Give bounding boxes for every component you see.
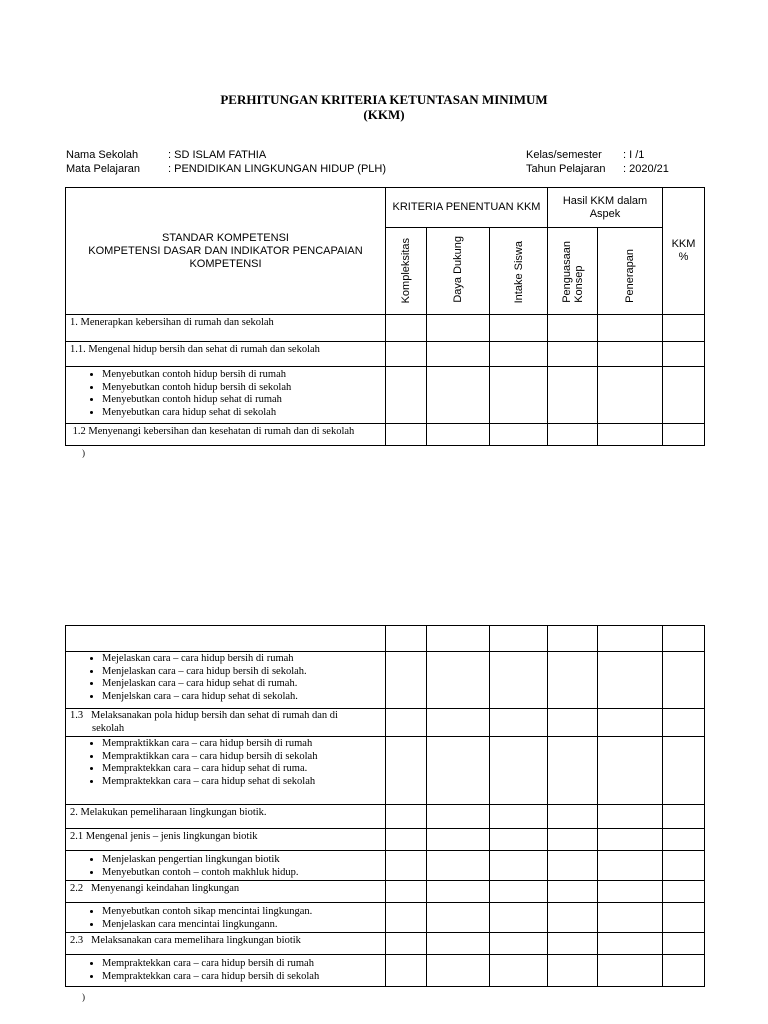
table-row — [66, 805, 705, 829]
list-item: • Menyebutkan contoh sikap mencintai lingkungan. — [102, 906, 385, 919]
class-value: : I /1 — [623, 149, 645, 161]
list-item: • Menjelaskan cara mencintai lingkungann. — [102, 919, 385, 932]
subject-label: Mata Pelajaran — [66, 163, 140, 175]
row-indikator-2-1 — [66, 851, 386, 881]
list-item: • Menyebutkan contoh hidup bersih di rumah — [102, 369, 385, 382]
row-kd-1-3-line-2: sekolah — [92, 722, 125, 734]
school-label: Nama Sekolah — [66, 149, 139, 161]
row-kd-2-1: 2.1 Mengenal jenis – jenis lingkungan biotik — [66, 829, 386, 851]
table-row — [66, 829, 705, 851]
table-row — [66, 424, 705, 446]
table-row — [66, 881, 705, 903]
row-indikator-2-2 — [66, 903, 386, 933]
row-kd-2-3: 2.3 Melaksanakan cara memelihara lingkungan biotik — [66, 933, 386, 955]
table-row — [66, 367, 705, 424]
school-value: : SD ISLAM FATHIA — [168, 149, 267, 161]
list-item: • Menyebutkan cara hidup sehat di sekolah — [102, 407, 385, 420]
list-item: • Menjelaskan cara – cara hidup sehat di rumah. — [102, 678, 385, 691]
page-mark-1: ) — [82, 448, 85, 458]
list-item: • Menjelaskan pengertian lingkungan biotik — [102, 854, 385, 867]
header-penguasaan-text — [561, 241, 585, 303]
header-kkm — [663, 188, 705, 315]
table-row — [66, 315, 705, 342]
list-item: • Menjelaskan cara – cara hidup bersih di sekolah. — [102, 666, 385, 679]
row-indikator-1-1 — [66, 367, 386, 424]
header-kompleksitas-text: Kompleksitas — [400, 237, 412, 303]
indikator-list-1-1 — [66, 369, 385, 419]
header-standar-line-3: KOMPETENSI — [189, 257, 262, 270]
row-indikator-1-3 — [66, 737, 386, 805]
indikator-list-2-3 — [66, 958, 385, 983]
header-kompleksitas — [386, 228, 427, 315]
header-hasil-text: Hasil KKM dalam Aspek — [562, 194, 648, 220]
list-item: • Menyebutkan contoh – contoh makhluk hidup. — [102, 867, 385, 880]
header-daya-dukung — [427, 228, 490, 315]
row-sk-1: 1. Menerapkan kebersihan di rumah dan sekolah — [66, 315, 386, 342]
table-row — [66, 342, 705, 367]
table-row — [66, 737, 705, 805]
indikator-list-2-1 — [66, 854, 385, 879]
indikator-list-2-2 — [66, 906, 385, 931]
header-intake-siswa-text: Intake Siswa — [512, 240, 525, 303]
table-row — [66, 626, 705, 652]
header-hasil — [548, 188, 663, 228]
kkm-table-1 — [65, 187, 705, 446]
header-daya-dukung-text: Daya Dukung — [452, 236, 464, 303]
header-kkm-line-1: KKM — [671, 238, 696, 250]
year-label: Tahun Pelajaran — [526, 163, 606, 175]
indikator-list-1-2 — [66, 653, 385, 703]
table-row — [66, 851, 705, 881]
row-kd-1-2: 1.2 Menyenangi kebersihan dan kesehatan di rumah dan di sekolah — [66, 424, 386, 446]
list-item: • Mempraktekkan cara – cara hidup bersih di sekolah — [102, 971, 385, 984]
header-penerapan-text: Penerapan — [624, 249, 636, 303]
list-item: • Mempraktikkan cara – cara hidup bersih di sekolah — [102, 751, 385, 764]
row-kd-2-2: 2.2 Menyenangi keindahan lingkungan — [66, 881, 386, 903]
row-sk-2: 2. Melakukan pemeliharaan lingkungan biotik. — [66, 805, 386, 829]
list-item: • Menyebutkan contoh hidup sehat di rumah — [102, 394, 385, 407]
header-penguasaan-konsep — [548, 228, 598, 315]
table-row — [66, 709, 705, 737]
list-item: • Mejelaskan cara – cara hidup bersih di rumah — [102, 653, 385, 666]
header-standar-line-2: KOMPETENSI DASAR DAN INDIKATOR PENCAPAIAN — [88, 244, 363, 257]
list-item: • Mempraktekkan cara – cara hidup sehat di sekolah — [102, 776, 385, 789]
header-kriteria — [386, 188, 548, 228]
row-kd-1-1: 1.1. Mengenal hidup bersih dan sehat di rumah dan sekolah — [66, 342, 386, 367]
list-item: • Mempraktekkan cara – cara hidup sehat di ruma. — [102, 763, 385, 776]
header-kkm-line-2: % — [678, 251, 689, 263]
document-title — [0, 92, 768, 122]
header-penguasaan-line-1: Penguasaan — [560, 241, 573, 303]
list-item: • Mempraktekkan cara – cara hidup bersih di rumah — [102, 958, 385, 971]
row-kd-1-3-line-1: 1.3 Melaksanakan pola hidup bersih dan sehat di rumah dan di — [70, 710, 338, 721]
header-standar-kompetensi — [66, 188, 386, 315]
list-item: • Menjelskan cara – cara hidup sehat di sekolah. — [102, 691, 385, 704]
table-row — [66, 955, 705, 987]
table-row — [66, 903, 705, 933]
class-label: Kelas/semester — [526, 149, 602, 161]
title-line-1: PERHITUNGAN KRITERIA KETUNTASAN MINIMUM — [220, 92, 548, 107]
row-indikator-1-2 — [66, 652, 386, 709]
year-value: : 2020/21 — [623, 163, 669, 175]
row-kd-1-3 — [66, 709, 386, 737]
list-item: • Mempraktikkan cara – cara hidup bersih di rumah — [102, 738, 385, 751]
table-row — [66, 933, 705, 955]
list-item: • Menyebutkan contoh hidup bersih di sekolah — [102, 382, 385, 395]
header-penguasaan-line-2: Konsep — [572, 265, 585, 303]
header-kriteria-text: KRITERIA PENENTUAN KKM — [392, 201, 541, 213]
page-mark-2: ) — [82, 992, 85, 1002]
header-standar-line-1: STANDAR KOMPETENSI — [162, 231, 289, 244]
table-row — [66, 652, 705, 709]
header-penerapan — [598, 228, 663, 315]
row-indikator-2-3 — [66, 955, 386, 987]
title-line-2: (KKM) — [363, 107, 405, 122]
subject-value: : PENDIDIKAN LINGKUNGAN HIDUP (PLH) — [168, 163, 387, 175]
indikator-list-1-3 — [66, 738, 385, 788]
header-intake-siswa — [490, 228, 548, 315]
kkm-table-2 — [65, 625, 705, 987]
